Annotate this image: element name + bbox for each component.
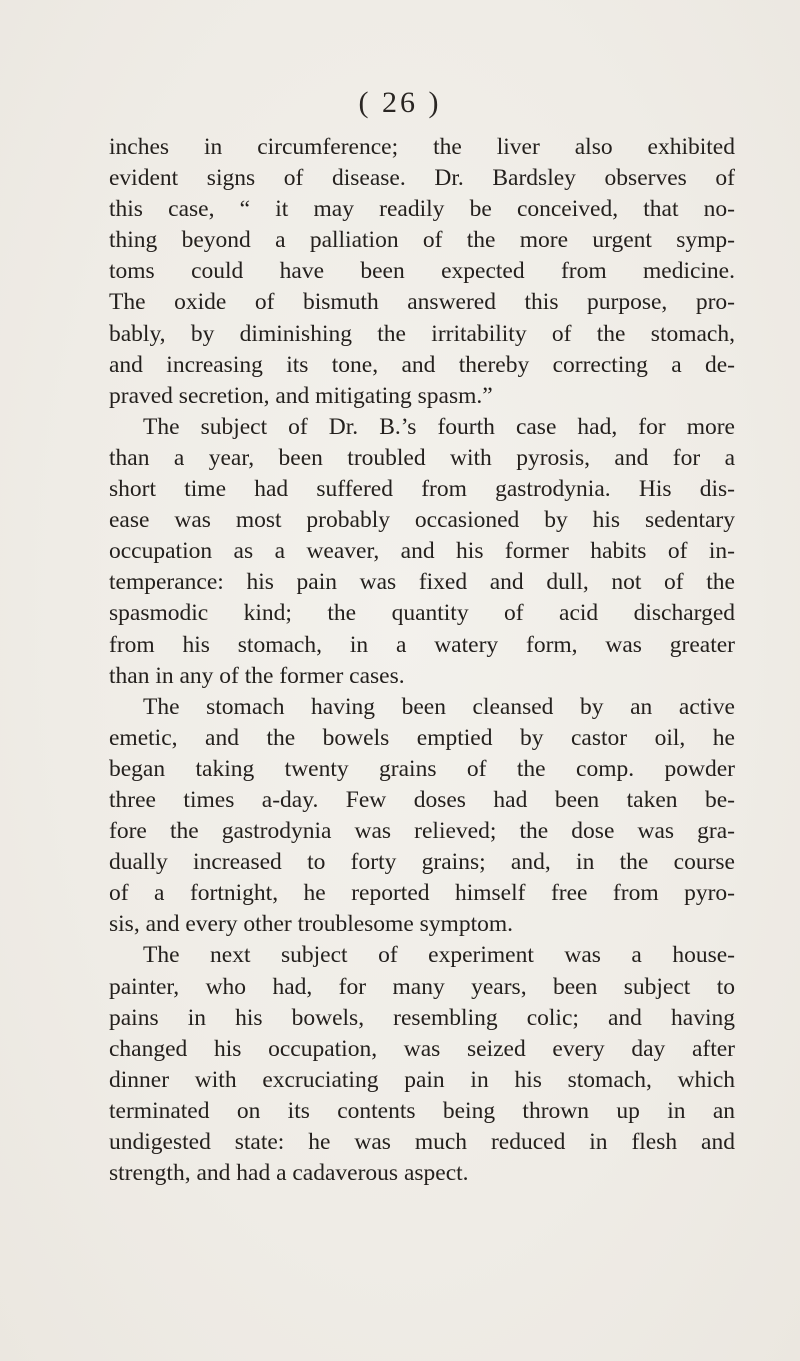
text-line: than a year, been troubled with pyrosis, and for a [109,444,735,471]
body-text [109,132,735,1189]
text-line: ease was most probably occasioned by his sedentary [109,507,735,534]
text-line: undigested state: he was much reduced in flesh and [109,1129,735,1155]
text-line: than in any of the former cases. [109,662,405,689]
page-number: ( 26 ) [358,86,442,119]
text-line: bably, by diminishing the irritability of the stomach, [109,320,735,347]
text-line: changed his occupation, was seized every day after [109,1035,735,1062]
text-line: occupation as a weaver, and his former habits of in- [109,538,735,565]
text-line: emetic, and the bowels emptied by castor oil, he [109,724,735,751]
text-line: strength, and had a cadaverous aspect. [109,1160,469,1187]
text-line: spasmodic kind; the quantity of acid discharged [109,600,735,627]
text-line: fore the gastrodynia was relieved; the dose was gra- [109,818,735,845]
text-line: The next subject of experiment was a house- [143,942,735,969]
text-line: sis, and every other troublesome symptom. [109,911,513,938]
text-line: this case, “ it may readily be conceived, that no- [109,196,735,223]
text-line: The oxide of bismuth answered this purpose, pro- [109,289,735,316]
text-line: The stomach having been cleansed by an active [143,693,735,720]
text-line: evident signs of disease. Dr. Bardsley observes of [109,165,735,192]
text-line: pains in his bowels, resembling colic; and having [109,1004,735,1031]
text-line: inches in circumference; the liver also exhibited [109,134,735,160]
text-line: began taking twenty grains of the comp. powder [109,755,735,782]
text-line: dinner with excruciating pain in his stomach, which [109,1066,735,1093]
text-line: painter, who had, for many years, been subject to [109,973,735,1000]
text-line: short time had suffered from gastrodynia. His dis- [109,476,735,503]
text-line: praved secretion, and mitigating spasm.” [109,382,493,409]
text-line: terminated on its contents being thrown up in an [109,1097,735,1124]
text-line: temperance: his pain was fixed and dull, not of the [109,569,735,596]
text-line: toms could have been expected from medicine. [109,258,735,285]
text-line: from his stomach, in a watery form, was greater [109,631,735,658]
text-line: and increasing its tone, and thereby correcting a de- [109,351,735,378]
text-line: dually increased to forty grains; and, in the course [109,849,735,876]
text-line: of a fortnight, he reported himself free from pyro- [109,880,735,907]
text-line: three times a-day. Few doses had been taken be- [109,786,735,813]
text-line: thing beyond a palliation of the more urgent symp- [109,227,735,254]
text-line: The subject of Dr. B.’s fourth case had, for more [143,413,735,440]
